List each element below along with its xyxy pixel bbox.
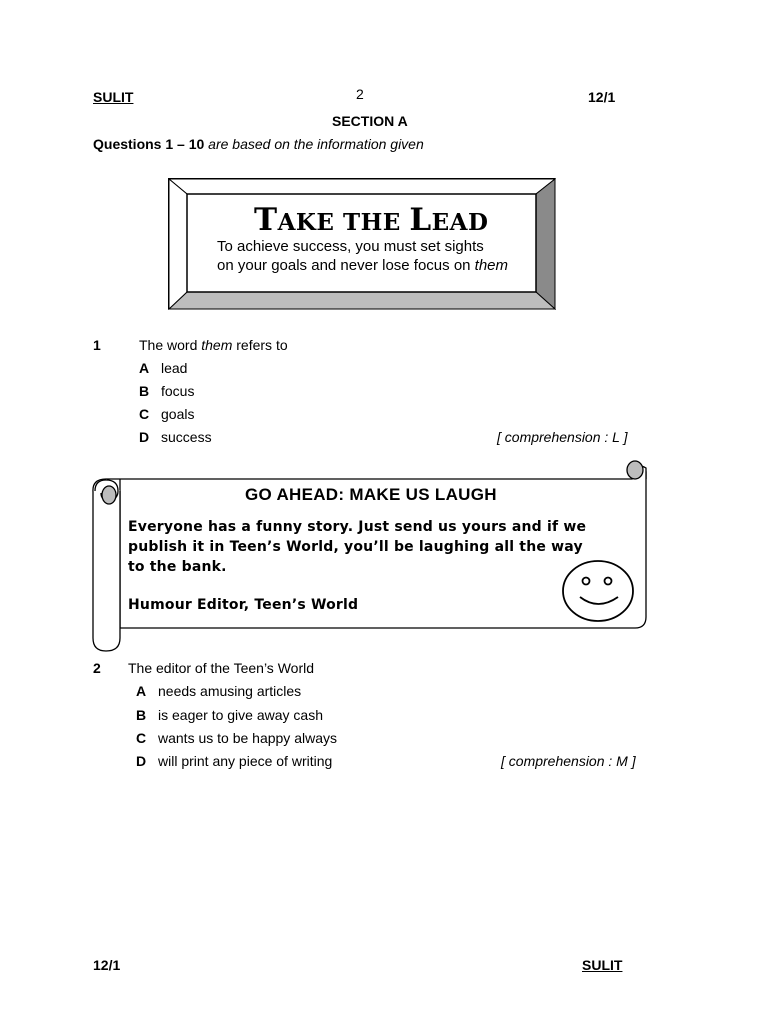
instructions-text: are based on the information given [208,136,424,152]
question-1-option-b[interactable]: B focus [139,383,195,399]
instructions [93,136,424,152]
scroll-title: GO AHEAD: MAKE US LAUGH [245,485,497,504]
scroll-banner [92,455,648,655]
smiley-face-icon [561,559,637,623]
question-2-number: 2 [93,660,101,676]
scroll-text: Everyone has a funny story. Just send us yours and if we publish it in Teen’s World, you’ll be laughing all the way to the bank. [128,519,587,575]
take-the-lead-title: TAKE THE LEAD [254,202,489,238]
header-code: 12/1 [588,89,616,105]
question-2-option-d[interactable]: D will print any piece of writing [136,753,333,769]
question-1-text: The word them refers to [139,337,288,353]
question-2-text: The editor of the Teen’s World [128,660,314,676]
question-1-tag: [ comprehension : L ] [497,429,628,445]
instructions-range: Questions 1 – 10 [93,136,205,152]
question-1-option-a[interactable]: A lead [139,360,188,376]
footer-sulit: SULIT [582,957,623,973]
take-the-lead-box [168,178,556,310]
section-title: SECTION A [332,113,408,129]
question-1-option-c[interactable]: C goals [139,406,195,422]
scroll-signature: Humour Editor, Teen’s World [128,597,359,613]
footer-code: 12/1 [93,957,121,973]
question-2-tag: [ comprehension : M ] [501,753,636,769]
header-sulit: SULIT [93,89,134,105]
question-1-option-d[interactable]: D success [139,429,212,445]
question-2-option-c[interactable]: C wants us to be happy always [136,730,337,746]
question-2-option-b[interactable]: B is eager to give away cash [136,707,323,723]
question-2-option-a[interactable]: A needs amusing articles [136,683,302,699]
take-the-lead-text: To achieve success, you must set sights on your goals and never lose focus on them [217,238,509,274]
question-1-number: 1 [93,337,101,353]
page-number: 2 [356,86,364,102]
